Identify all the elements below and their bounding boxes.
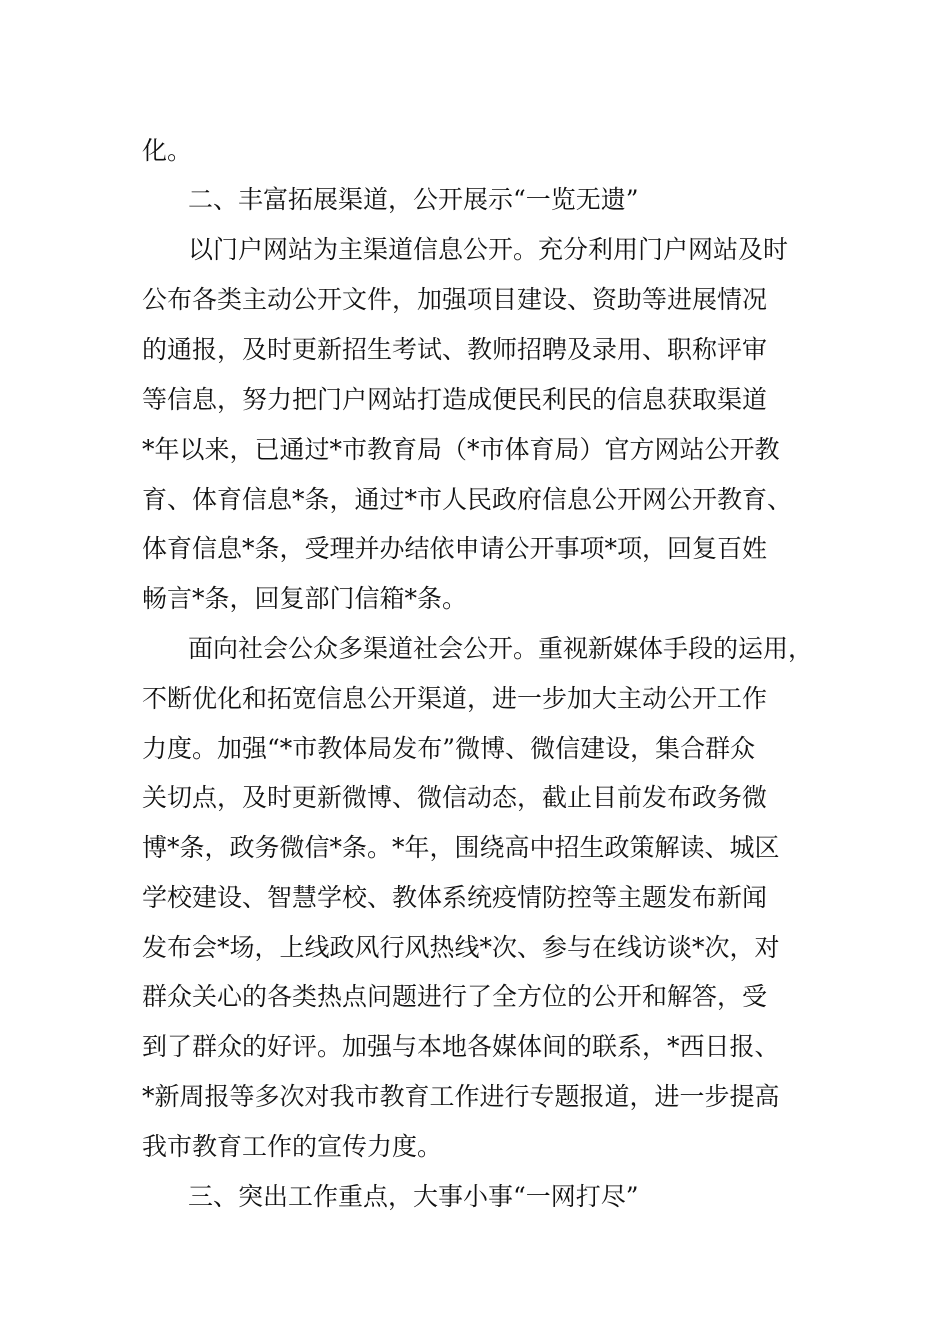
section-heading: 三、突出工作重点，大事小事“一网打尽” — [188, 1182, 639, 1211]
text-line: *新周报等多次对我市教育工作进行专题报道，进一步提高 — [142, 1082, 780, 1111]
text-line: 体育信息*条，受理并办结依申请公开事项*项，回复百姓 — [142, 534, 768, 563]
text-line: 以门户网站为主渠道信息公开。充分利用门户网站及时 — [188, 235, 789, 264]
text-line: 群众关心的各类热点问题进行了全方位的公开和解答，受 — [142, 982, 768, 1011]
text-line: *年以来，已通过*市教育局（*市体育局）官方网站公开教 — [142, 435, 780, 464]
text-line: 发布会*场，上线政风行风热线*次、参与在线访谈*次，对 — [142, 933, 780, 962]
text-line: 学校建设、智慧学校、教体系统疫情防控等主题发布新闻 — [142, 883, 768, 912]
text-line: 育、体育信息*条，通过*市人民政府信息公开网公开教育、 — [142, 485, 793, 514]
text-line: 博*条，政务微信*条。*年，围绕高中招生政策解读、城区 — [142, 833, 780, 862]
section-heading: 二、丰富拓展渠道，公开展示“一览无遗” — [188, 185, 639, 214]
text-line: 面向社会公众多渠道社会公开。重视新媒体手段的运用， — [188, 634, 814, 663]
text-line: 到了群众的好评。加强与本地各媒体间的联系，*西日报、 — [142, 1032, 780, 1061]
text-line: 的通报，及时更新招生考试、教师招聘及录用、职称评审 — [142, 335, 768, 364]
text-line: 不断优化和拓宽信息公开渠道，进一步加大主动公开工作 — [142, 684, 768, 713]
text-line: 关切点，及时更新微博、微信动态，截止目前发布政务微 — [142, 783, 768, 812]
text-line: 力度。加强“*市教体局发布”微博、微信建设，集合群众 — [142, 734, 756, 763]
text-line: 等信息，努力把门户网站打造成便民利民的信息获取渠道 — [142, 385, 768, 414]
text-line: 化。 — [142, 136, 193, 165]
text-line: 我市教育工作的宣传力度。 — [142, 1132, 443, 1161]
text-line: 畅言*条，回复部门信箱*条。 — [142, 584, 468, 613]
text-line: 公布各类主动公开文件，加强项目建设、资助等进展情况 — [142, 285, 768, 314]
